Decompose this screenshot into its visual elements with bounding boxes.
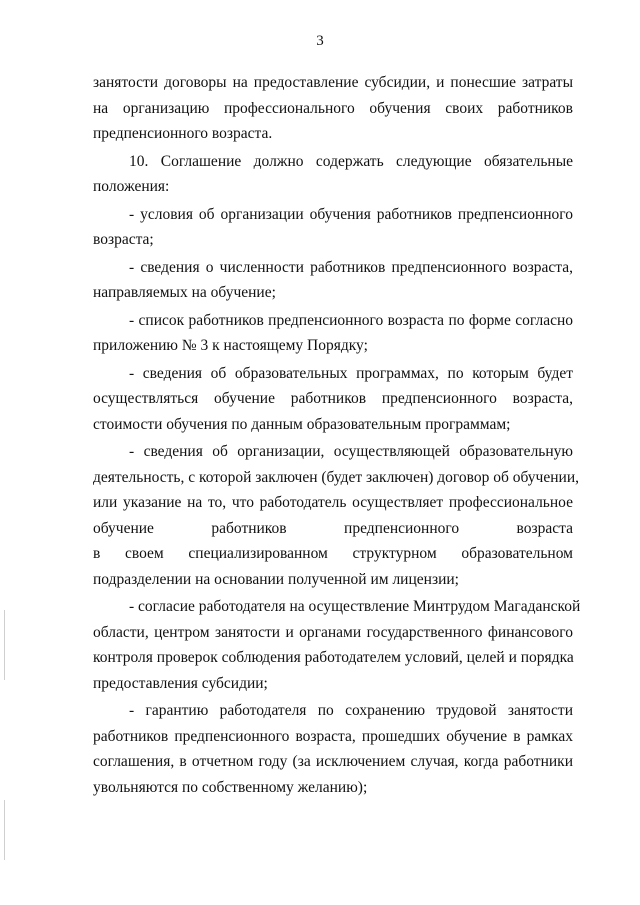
list-item-employee-count <box>93 255 573 306</box>
text-line: возраста; <box>93 231 154 248</box>
text-line: - условия об организации обучения работников предпенсионного <box>129 205 573 223</box>
text-line: занятости договоры на предоставление субсидии, и понесшие затраты <box>93 74 573 91</box>
text-line: предпенсионного возраста. <box>93 125 273 142</box>
text-line: на организацию профессионального обучения своих работников <box>93 99 573 117</box>
text-line: соглашения, в отчетном году (за исключением случая, когда работники <box>93 753 573 770</box>
text-line: предоставления субсидии; <box>93 674 268 692</box>
scan-artifact <box>4 610 5 680</box>
text-line: работников предпенсионного возраста, прошедших обучение в рамках <box>93 727 573 745</box>
list-item-training-conditions <box>93 202 573 253</box>
text-line: - сведения о численности работников предпенсионного возраста, <box>129 258 573 276</box>
text-line: - гарантию работодателя по сохранению трудовой занятости <box>129 702 573 719</box>
paragraph-continuation <box>93 70 573 147</box>
text-line: приложению № 3 к настоящему Порядку; <box>93 337 368 354</box>
text-line: деятельность, с которой заключен (будет заключен) договор об обучении, <box>93 468 579 486</box>
text-line: или указание на то, что работодатель осуществляет профессиональное <box>93 494 573 511</box>
list-item-employment-guarantee <box>93 698 573 800</box>
text-line: обучение работников предпенсионного возраста <box>93 519 573 537</box>
list-item-educational-organization <box>93 439 579 592</box>
list-item-employee-list <box>93 308 573 359</box>
text-line: - согласие работодателя на осуществление Минтрудом Магаданской <box>129 598 581 615</box>
text-line: стоимости обучения по данным образовательным программам; <box>93 415 511 433</box>
text-line: осуществляться обучение работников предпенсионного возраста, <box>93 390 573 407</box>
scan-artifact <box>4 800 5 860</box>
text-line: положения: <box>93 178 170 195</box>
text-line: - список работников предпенсионного возраста по форме согласно <box>129 311 573 329</box>
text-line: контроля проверок соблюдения работодателем условий, целей и порядка <box>93 649 574 666</box>
text-line: 10. Соглашение должно содержать следующие обязательные <box>129 152 573 170</box>
paragraph-item-10 <box>93 149 573 200</box>
document-body <box>93 70 581 800</box>
text-line: подразделении на основании полученной им лицензии; <box>93 570 459 588</box>
text-line: области, центром занятости и органами государственного финансового <box>93 623 573 641</box>
text-line: увольняются по собственному желанию); <box>93 778 368 796</box>
text-line: - сведения об организации, осуществляющей образовательную <box>129 443 573 460</box>
page-number: 3 <box>316 33 324 49</box>
list-item-educational-programs <box>93 361 573 438</box>
list-item-employer-consent <box>93 594 581 696</box>
text-line: - сведения об образовательных программах, по которым будет <box>129 364 573 382</box>
text-line: в своем специализированном структурном образовательном <box>93 545 573 562</box>
text-line: направляемых на обучение; <box>93 284 276 301</box>
